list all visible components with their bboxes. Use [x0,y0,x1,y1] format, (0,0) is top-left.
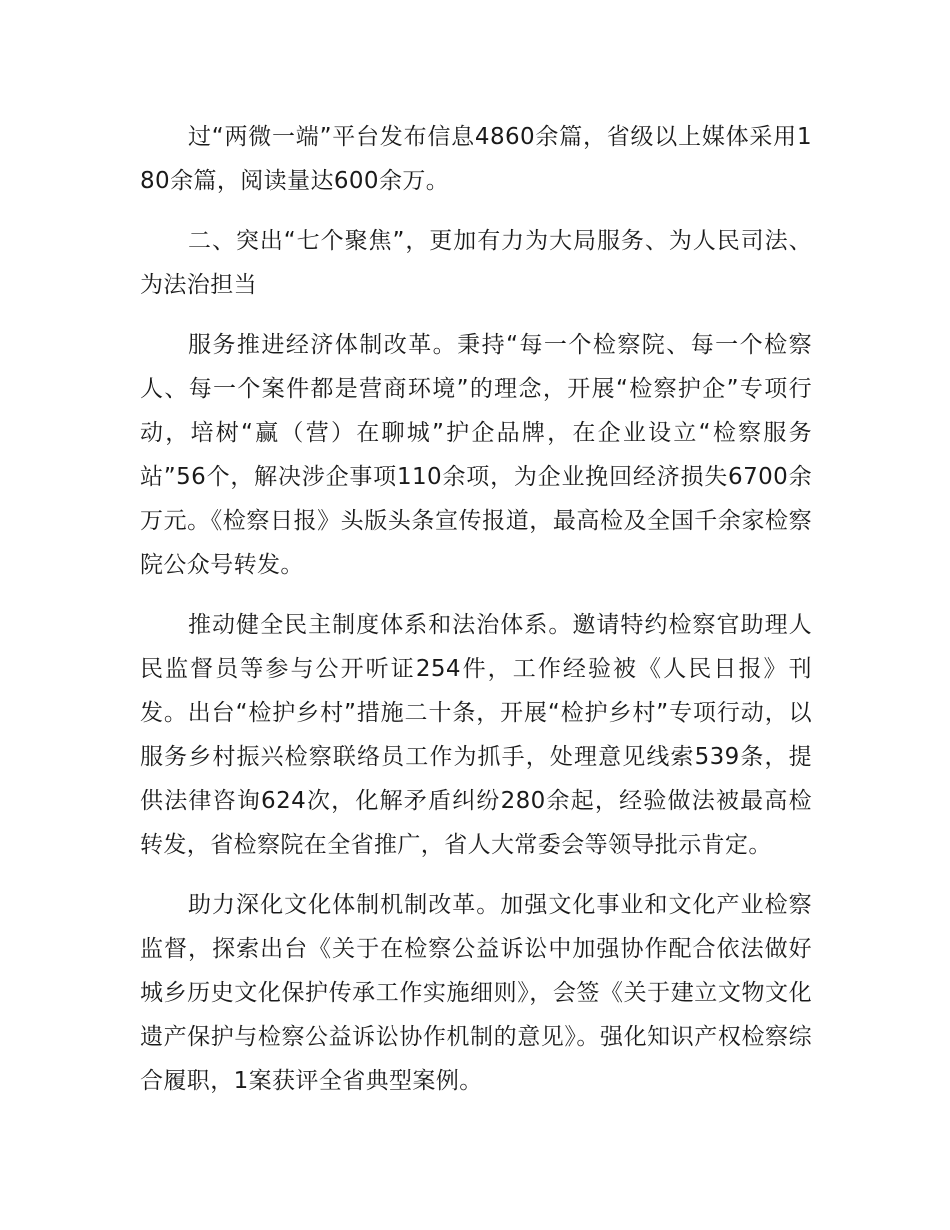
document-page [140,115,812,1119]
paragraph-democracy-rule-of-law: 推动健全民主制度体系和法治体系。邀请特约检察官助理人民监督员等参与公开听证254件，工作经验被《人民日报》刊发。出台“检护乡村”措施二十条，开展“检护乡村”专项行动，以服务乡村振兴检察联络员工作为抓手，处理意见线索539条，提供法律咨询624次，化解矛盾纠纷280余起，经验做法被最高检转发，省检察院在全省推广，省人大常委会等领导批示肯定。 [140,612,812,858]
section-heading-seven-focuses: 二、突出“七个聚焦”，更加有力为大局服务、为人民司法、为法治担当 [140,228,812,298]
paragraph-cultural-reform: 助力深化文化体制机制改革。加强文化事业和文化产业检察监督，探索出台《关于在检察公益诉讼中加强协作配合依法做好城乡历史文化保护传承工作实施细则》，会签《关于建立文物文化遗产保护与检察公益诉讼协作机制的意见》。强化知识产权检察综合履职，1案获评全省典型案例。 [140,892,812,1094]
paragraph-economic-reform: 服务推进经济体制改革。秉持“每一个检察院、每一个检察人、每一个案件都是营商环境”的理念，开展“检察护企”专项行动，培树“赢（营）在聊城”护企品牌，在企业设立“检察服务站”56个，解决涉企事项110余项，为企业挽回经济损失6700余万元。《检察日报》头版头条宣传报道，最高检及全国千余家检察院公众号转发。 [140,332,812,578]
paragraph-media-stats: 过“两微一端”平台发布信息4860余篇，省级以上媒体采用180余篇，阅读量达600余万。 [140,124,812,194]
